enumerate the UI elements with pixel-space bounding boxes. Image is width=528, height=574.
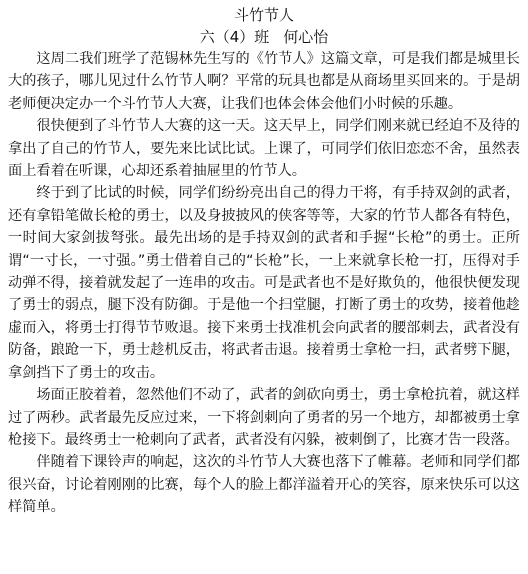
class-name: 六（4）班 (199, 28, 270, 46)
essay-byline (8, 26, 520, 48)
essay-paragraph: 伴随着下课铃声的响起，这次的斗竹节人大赛也落下了帷幕。老师和同学们都很兴奋，讨论着刚刚的比赛，每个人的脸上都洋溢着开心的笑容，原来快乐可以这样简单。 (8, 454, 520, 516)
essay-title: 斗竹节人 (233, 6, 294, 24)
essay-paragraph: 场面正胶着着，忽然他们不动了，武者的剑砍向勇士，勇士拿枪抗着，就这样过了两秒。武者最先反应过来，一下将剑刺向了勇者的另一个地方，却都被勇士拿枪接下。最终勇士一枪刺向了武者，武者没有闪躲，被刺倒了，比赛才告一段落。 (8, 387, 520, 448)
author-name: 何心怡 (283, 28, 329, 46)
essay-paragraph: 终于到了比试的时候，同学们纷纷亮出自己的得力干将，有手持双剑的武者，还有拿铅笔做长枪的勇士，以及身披披风的侠客等等，大家的竹节人都各有特色，一时间大家剑拔弩张。最先出场的是手持双剑的武者和手握“长枪”的勇士。正所谓“一寸长，一寸强。”勇士借着自己的“长枪”长，一上来就拿长枪一打，压得对手动弹不得，接着就发起了一连串的攻击。可是武者也不是好欺负的，他很快便发现了勇士的弱点，腿下没有防御。于是他一个扫堂腿，打断了勇士的攻势，接着他趁虚而入，将勇士打得节节败退。接下来勇士找准机会向武者的腰部刺去，武者没有防备，踉跄一下，勇士趁机反击，将武者击退。接着勇士拿枪一扫，武者劈下腿，拿剑挡下了勇士的攻击。 (8, 185, 520, 381)
essay-paragraph: 这周二我们班学了范锡林先生写的《竹节人》这篇文章，可是我们都是城里长大的孩子，哪儿见过什么竹节人啊？平常的玩具也都是从商场里买回来的。于是胡老师便决定办一个斗竹节人大赛，让我们也体会体会他们小时候的乐趣。 (8, 51, 520, 112)
essay-paragraph: 很快便到了斗竹节人大赛的这一天。这天早上，同学们刚来就已经迫不及待的拿出了自己的竹节人，要先来比试比试。上课了，可同学们依旧恋恋不舍，虽然表面上看着在听课，心却还系着抽屉里的竹节人。 (8, 118, 520, 180)
